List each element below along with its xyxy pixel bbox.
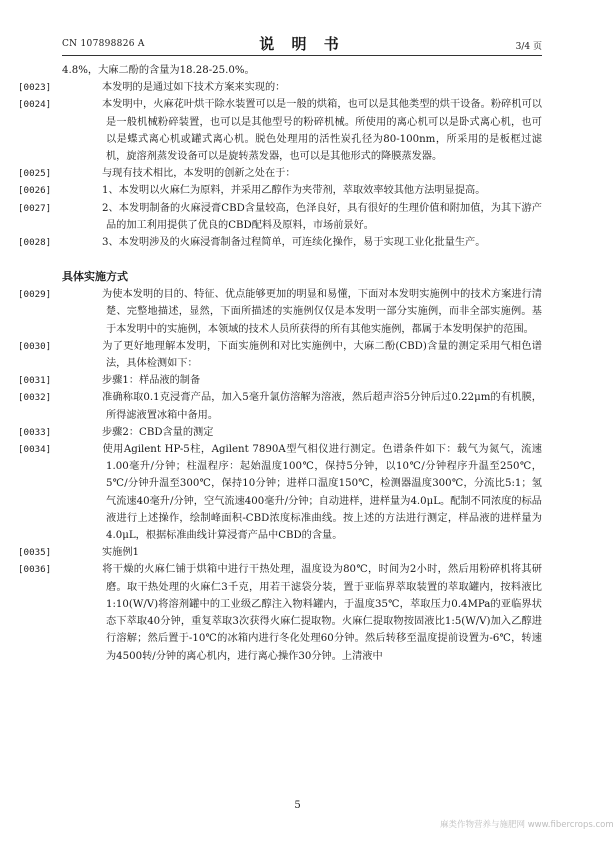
paragraph-number: [0024] (18, 99, 52, 111)
paragraph-text: 实施例1 (102, 547, 140, 559)
paragraph-text: 2、本发明制备的火麻浸膏CBD含量较高，色泽良好，具有很好的生理价值和附加值，为其下游产品的加工利用提供了优良的CBD配料及原料，市场前景好。 (102, 202, 542, 231)
paragraph-0032 (18, 389, 542, 423)
paragraph-number: [0027] (18, 202, 52, 214)
paragraph-number: [0032] (18, 392, 52, 404)
paragraph-text: 将干燥的火麻仁铺于烘箱中进行干热处理，温度设为80℃，时间为2小时，然后用粉碎机将其研磨。取干热处理的火麻仁3千克，用若干滤袋分装，置于亚临界萃取装置的萃取罐内，按料液比1:10(W/V)将溶剂罐中的工业级乙醇注入物料罐内，于温度35℃，萃取压力0.4MPa的亚临界状态下萃取40分钟，重复萃取3次获得火麻仁提取物。火麻仁提取物按固液比1:5(W/V)加入乙醇进行溶解；然后置于-10℃的冰箱内进行冬化处理60分钟。然后转移至温度提前设置为-6℃，转速为4500转/分钟的离心机内，进行离心操作30分钟。上清液中 (102, 564, 542, 662)
paragraph-0029 (18, 286, 542, 338)
paragraph-0035 (18, 544, 542, 561)
paragraph-number: [0028] (18, 237, 52, 249)
paragraph-number: [0035] (18, 547, 52, 559)
watermark-text: 麻类作物营养与施肥网 www.fibercrops.com (440, 820, 614, 830)
paragraph-text: 本发明中，火麻花叶烘干除水装置可以是一般的烘箱，也可以是其他类型的烘干设备。粉碎机可以是一般机械粉碎装置，也可以是其他型号的粉碎机械。所使用的离心机可以是卧式离心机，也可以是蝶式离心机或罐式离心机。脱色处理用的活性炭孔径为80-100nm，所采用的是板框过滤机，旋溶剂蒸发设备可以是旋转蒸发器，也可以是其他形式的降膜蒸发器。 (102, 99, 542, 163)
paragraph-0030 (18, 338, 542, 372)
paragraph-0027 (18, 200, 542, 234)
paragraph-0036 (18, 561, 542, 664)
page-number: 5 (294, 800, 301, 811)
section-title: 具体实施方式 (62, 270, 128, 284)
paragraph-0024 (18, 96, 542, 165)
paragraph-0034 (18, 441, 542, 544)
paragraph-number: [0033] (18, 426, 52, 438)
header-divider (62, 55, 542, 56)
paragraph-continuation (62, 62, 542, 79)
paragraph-text: 步骤1：样品液的制备 (102, 375, 201, 387)
paragraph-text: 与现有技术相比，本发明的创新之处在于： (102, 168, 296, 180)
paragraph-text: 步骤2：CBD含量的测定 (102, 426, 214, 438)
paragraph-text: 3、本发明涉及的火麻浸膏制备过程简单，可连续化操作，易于实现工业化批量生产。 (102, 237, 486, 249)
document-type-title: 说 明 书 (259, 35, 345, 53)
paragraph-number: [0034] (18, 444, 52, 456)
paragraph-text: 为了更好地理解本发明，下面实施例和对比实施例中，大麻二酚(CBD)含量的测定采用气相色谱法，具体检测如下： (102, 340, 542, 370)
document-body (18, 62, 542, 665)
paragraph-number: [0025] (18, 168, 52, 180)
paragraph-number: [0031] (18, 375, 52, 387)
paragraph-number: [0030] (18, 340, 52, 352)
paragraph-number: [0023] (18, 82, 52, 94)
paragraph-number: [0029] (18, 289, 52, 301)
paragraph-0025 (18, 165, 542, 182)
paragraph-text: 1、本发明以火麻仁为原料，并采用乙醇作为夹带剂，萃取效率较其他方法明显提高。 (102, 185, 486, 197)
paragraph-0023 (18, 79, 542, 96)
patent-number: CN 107898826 A (62, 39, 145, 49)
paragraph-0033 (18, 424, 542, 441)
paragraph-0026 (18, 182, 542, 199)
paragraph-text: 本发明的是通过如下技术方案来实现的： (102, 82, 286, 94)
paragraph-text: 为使本发明的目的、特征、优点能够更加的明显和易懂，下面对本发明实施例中的技术方案进行清楚、完整地描述，显然，下面所描述的实施例仅仅是本发明一部分实施例，而非全部实施例。基于本发明中的实施例，本领域的技术人员所获得的所有其他实施例，都属于本发明保护的范围。 (102, 289, 542, 335)
paragraph-0028 (18, 234, 542, 251)
paragraph-text: 使用Agilent HP-5柱，Agilent 7890A型气相仪进行测定。色谱条件如下：载气为氮气，流速1.00毫升/分钟；柱温程序：起始温度100℃，保持5分钟，以10℃/分钟程序升温至250℃，5℃/分钟升温至300℃，保持10分钟；进样口温度150℃，检测器温度300℃，分流比5:1；氢气流速40毫升/分钟，空气流速400毫升/分钟；自动进样，进样量为4.0μL。配制不同浓度的标品液进行上述操作，绘制峰面积-CBD浓度标准曲线。按上述的方法进行测定，样品液的进样量为4.0μL，根据标准曲线计算浸膏产品中CBD的含量。 (102, 444, 542, 542)
page-header (62, 33, 542, 55)
paragraph-number: [0026] (18, 185, 52, 197)
paragraph-0031 (18, 372, 542, 389)
paragraph-text: 准确称取0.1克浸膏产品，加入5毫升氯仿溶解为溶液，然后超声浴5分钟后过0.22μm的有机膜，所得滤液置冰箱中备用。 (102, 392, 542, 421)
page-indicator: 3/4 页 (515, 42, 542, 52)
paragraph-number: [0036] (18, 564, 52, 576)
paragraph-text: 4.8%，大麻二酚的含量为18.28-25.0%。 (62, 65, 255, 76)
